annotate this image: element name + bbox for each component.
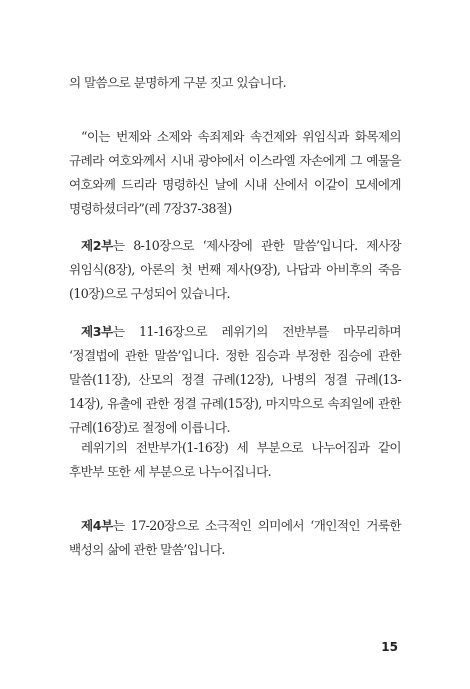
page-number: 15 (381, 640, 398, 654)
paragraph-text: 는 8-10장으로 ‘제사장에 관한 말씀’입니다. 제사장 위임식(8장), 아론의 첫 번째 제사(9장), 나답과 아비후의 죽음(10장)으로 구성되어 있습니다. (69, 238, 401, 301)
paragraph-scripture-quote (69, 125, 401, 221)
paragraph-text: 레위기의 전반부가(1-16장) 세 부분으로 나누어짐과 같이 후반부 또한 세 부분으로 나누어집니다. (69, 440, 401, 479)
paragraph-text: 는 11-16장으로 레위기의 전반부를 마무리하며 ‘정결법에 관한 말씀’입니다. 정한 짐승과 부정한 짐승에 관한 말씀(11장), 산모의 정결 규례(12장), 나병의 정결 규례(13-14장), 유출에 관한 정결 규례(15장), 마지막으로 속죄일에 관한 규례(16장)로 절정에 이릅니다. (69, 324, 401, 435)
paragraph-continuation (69, 71, 401, 95)
part-heading: 제3부 (81, 324, 113, 339)
paragraph-part-4 (69, 514, 401, 562)
part-heading: 제4부 (81, 518, 113, 533)
part-heading: 제2부 (81, 238, 113, 253)
paragraph-summary (69, 436, 401, 484)
paragraph-text: 의 말씀으로 분명하게 구분 짓고 있습니다. (69, 75, 287, 90)
paragraph-text: 는 17-20장으로 소극적인 의미에서 ‘개인적인 거룩한 백성의 삶에 관한 말씀’입니다. (69, 518, 401, 557)
paragraph-part-3 (69, 320, 401, 440)
paragraph-text: “이는 번제와 소제와 속죄제와 속건제와 위임식과 화목제의 규례라 여호와께서 시내 광야에서 이스라엘 자손에게 그 예물을 여호와께 드리라 명령하신 날에 시내 산에서 이같이 모세에게 명령하셨더라”(레 7장37-38절) (69, 129, 401, 216)
paragraph-part-2 (69, 234, 401, 306)
